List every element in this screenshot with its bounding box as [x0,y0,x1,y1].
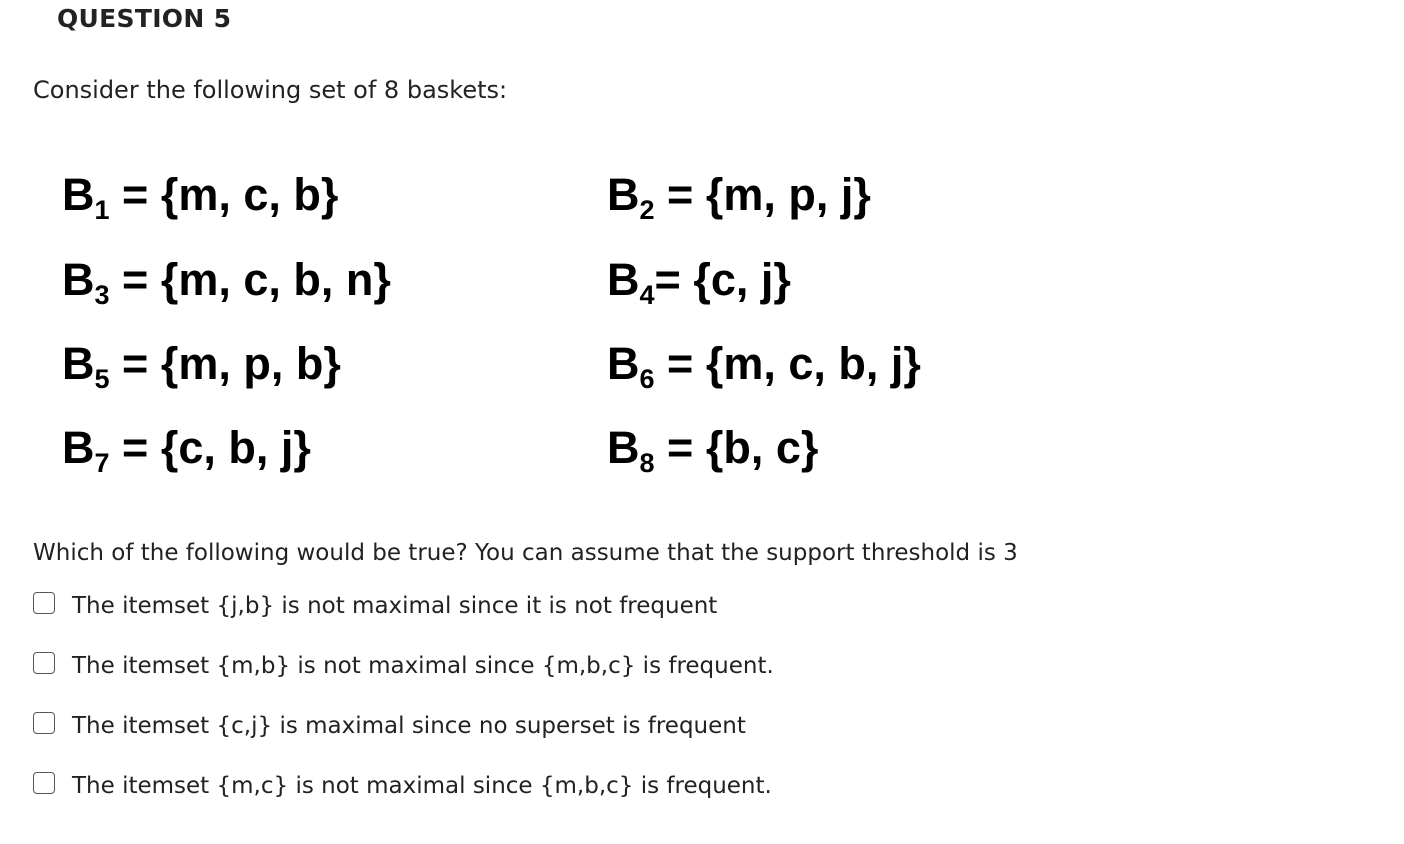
basket-letter: B [62,338,95,389]
basket-letter: B [62,422,95,473]
basket-set: = {m, c, b, n} [109,254,391,305]
answer-option[interactable] [33,648,1333,708]
basket-set: = {m, p, j} [654,169,871,220]
basket-3 [62,254,391,310]
basket-set: = {m, c, b} [109,169,339,220]
basket-index: 7 [94,448,110,478]
option-label[interactable]: The itemset {m,b} is not maximal since {m,b,c} is frequent. [72,653,774,679]
question-title: QUESTION 5 [57,4,232,33]
basket-letter: B [607,422,640,473]
answer-option[interactable] [33,708,1333,768]
basket-letter: B [607,338,640,389]
option-checkbox[interactable] [33,712,55,734]
basket-set: = {b, c} [654,422,819,473]
basket-8 [607,422,819,478]
answer-option[interactable] [33,768,1333,828]
basket-2 [607,169,871,225]
basket-set: = {c, b, j} [109,422,311,473]
basket-index: 3 [94,280,110,310]
option-label[interactable]: The itemset {c,j} is maximal since no superset is frequent [72,713,746,739]
option-checkbox[interactable] [33,652,55,674]
answer-options [33,588,1333,828]
basket-letter: B [607,254,640,305]
basket-index: 8 [639,448,655,478]
option-checkbox[interactable] [33,592,55,614]
basket-set: = {c, j} [654,254,791,305]
option-label[interactable]: The itemset {j,b} is not maximal since it is not frequent [72,593,718,619]
basket-index: 6 [639,364,655,394]
answer-option[interactable] [33,588,1333,648]
option-checkbox[interactable] [33,772,55,794]
basket-4 [607,254,791,310]
basket-set: = {m, p, b} [109,338,341,389]
basket-7 [62,422,311,478]
basket-1 [62,169,339,225]
question-prompt: Which of the following would be true? You can assume that the support threshold is 3 [33,540,1018,566]
basket-letter: B [62,169,95,220]
option-label[interactable]: The itemset {m,c} is not maximal since {m,b,c} is frequent. [72,773,772,799]
basket-6 [607,338,921,394]
basket-index: 2 [639,195,655,225]
basket-index: 4 [639,280,655,310]
basket-index: 1 [94,195,110,225]
question-intro: Consider the following set of 8 baskets: [33,76,508,104]
basket-5 [62,338,341,394]
basket-letter: B [62,254,95,305]
basket-set: = {m, c, b, j} [654,338,921,389]
basket-letter: B [607,169,640,220]
baskets-figure [62,160,1062,500]
basket-index: 5 [94,364,110,394]
